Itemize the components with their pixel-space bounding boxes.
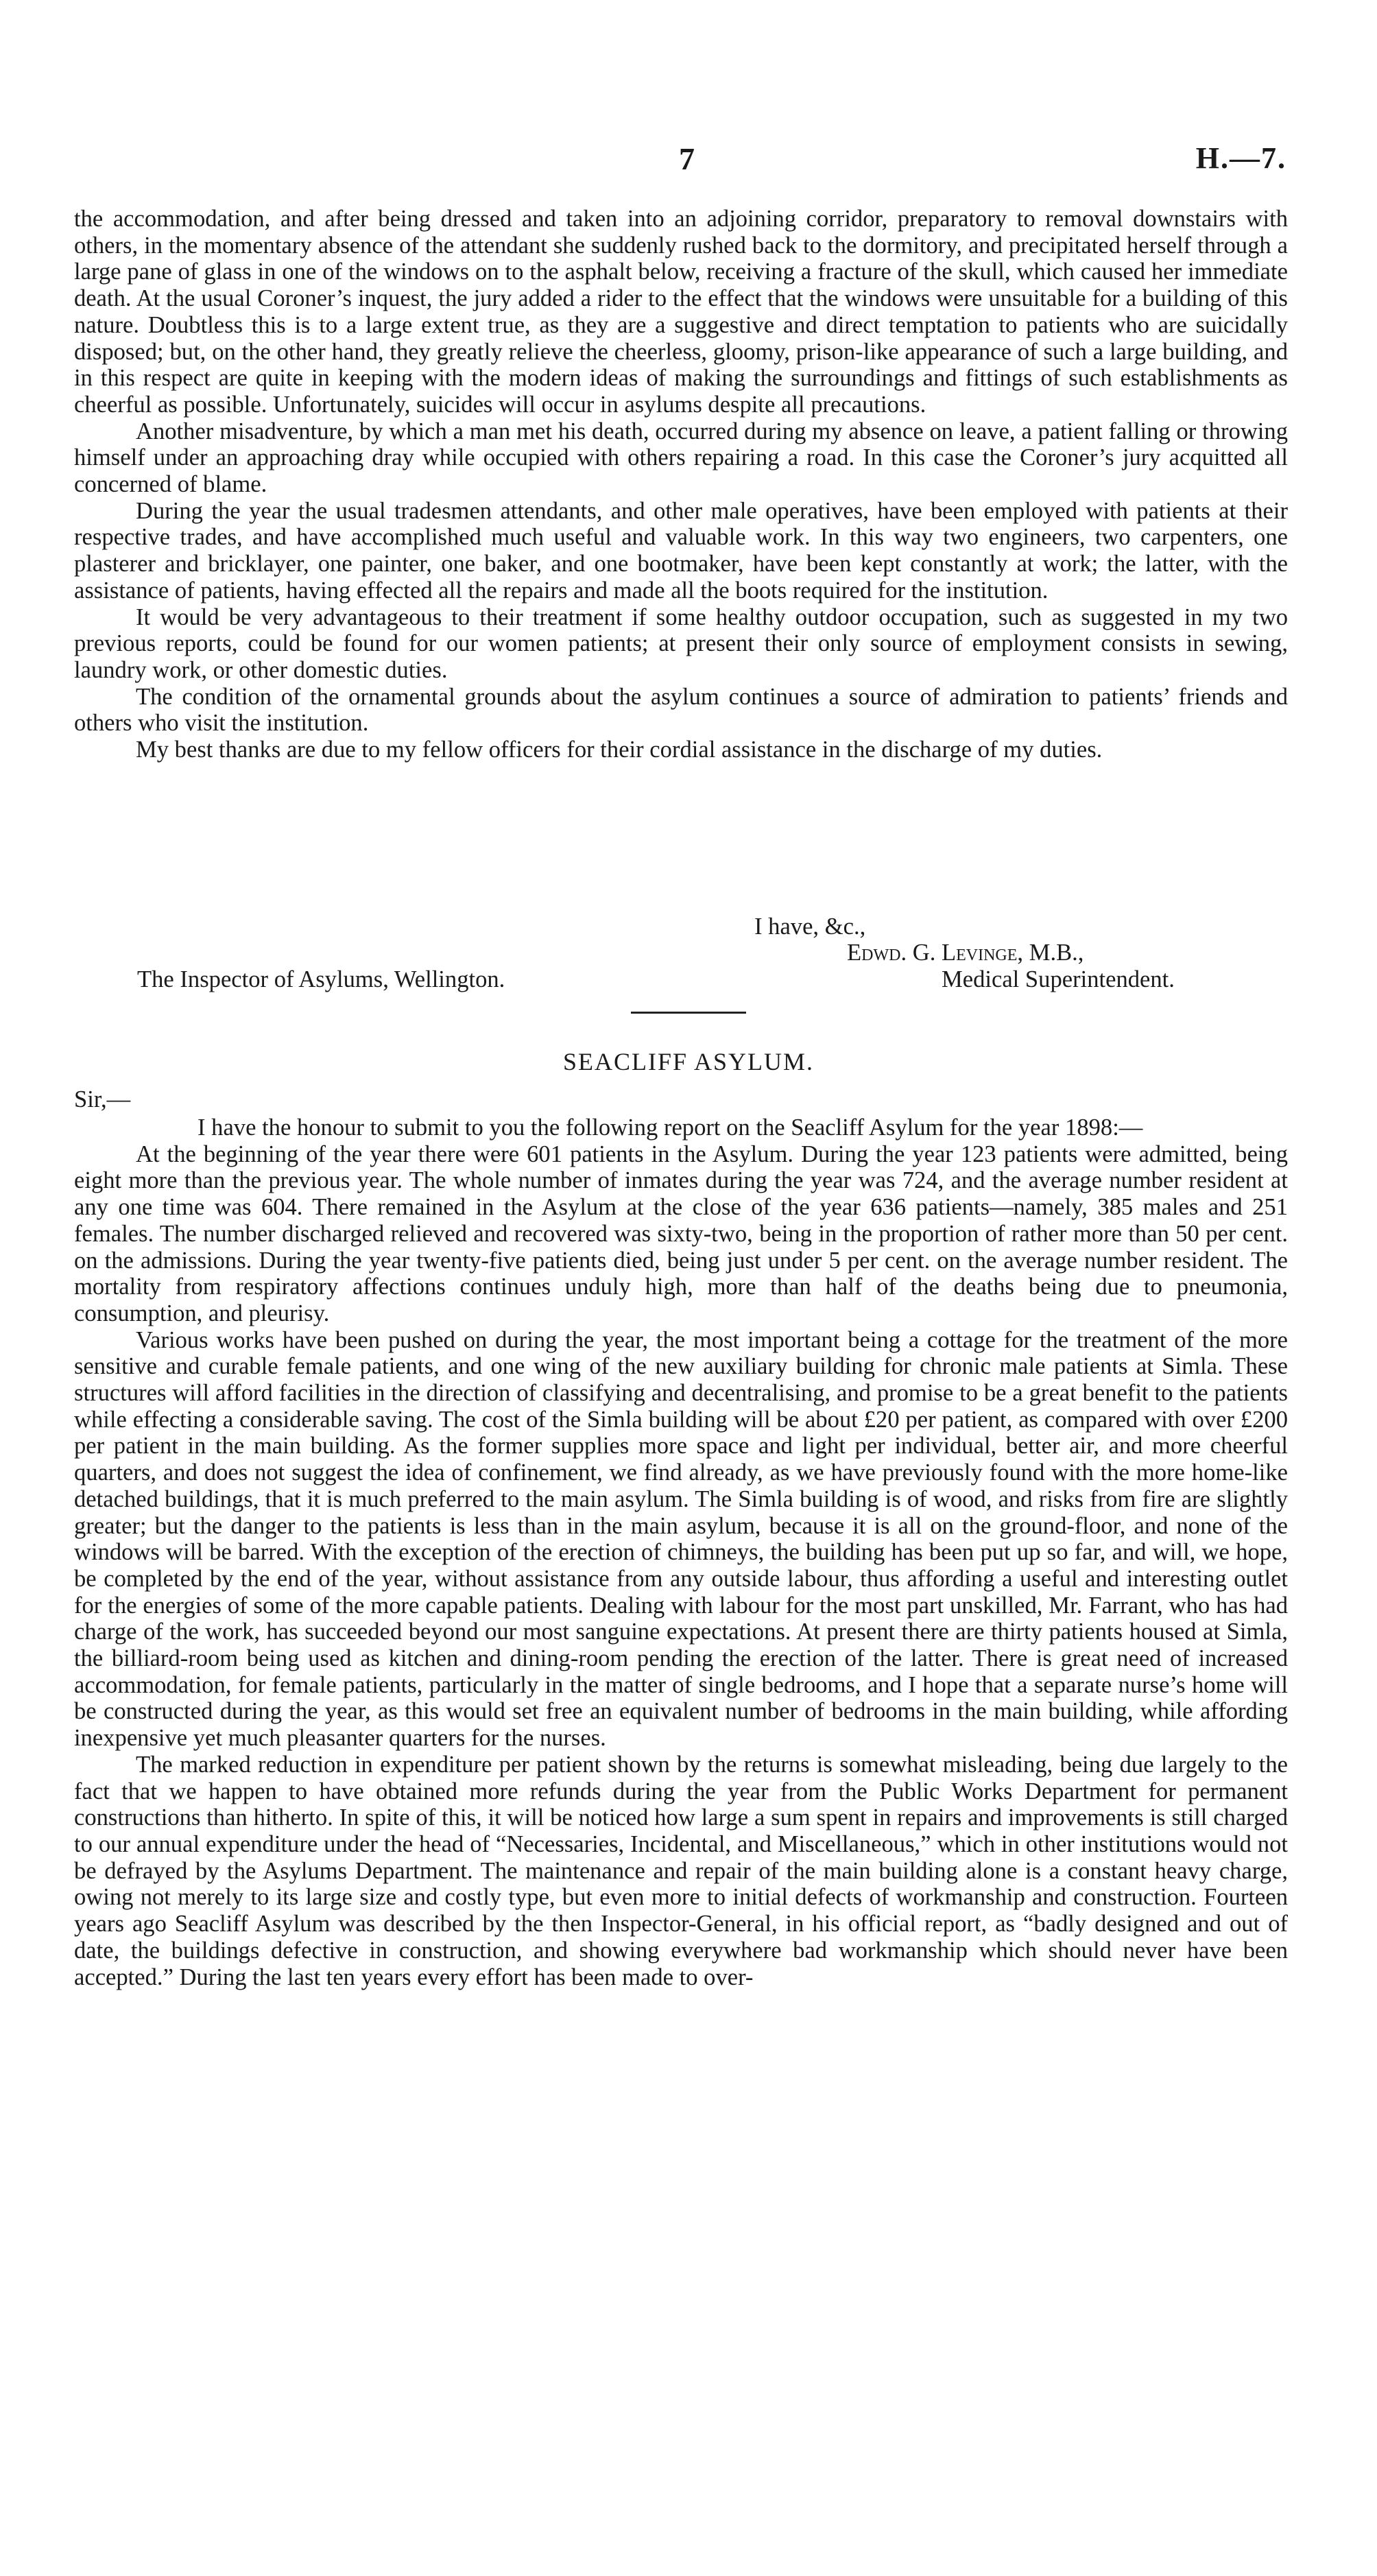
- paragraph: Another misadventure, by which a man met his death, occurred during my absence on leave, a patient falling or throwing himself under an approaching dray while occupied with others repairing a road. In this case the Coroner’s jury acquitted all concerned of blame.: [74, 418, 1288, 498]
- page-header: [0, 141, 1377, 182]
- paragraph: During the year the usual tradesmen attendants, and other male operatives, have been employed with patients at their respective trades, and have accomplished much useful and valuable work. In this way two engineers, two carpenters, one plasterer and bricklayer, one painter, one baker, and one bootmaker, have been kept constantly at work; the latter, with the assistance of patients, having effected all the repairs and made all the boots required for the institution.: [74, 497, 1288, 604]
- paragraph: the accommodation, and after being dressed and taken into an adjoining corridor, preparatory to removal downstairs with others, in the momentary absence of the attendant she suddenly rushed back to the dormitory, and precipitated herself through a large pane of glass in one of the windows on to the asphalt below, receiving a fracture of the skull, which caused her immediate death. At the usual Coroner’s inquest, the jury added a rider to the effect that the windows were unsuitable for a building of this nature. Doubtless this is to a large extent true, as they are a suggestive and direct temptation to patients who are suicidally disposed; but, on the other hand, they greatly relieve the cheerless, gloomy, prison-like appearance of such a large building, and in this respect are quite in keeping with the modern ideas of making the surroundings and fittings of such establishments as cheerful as possible. Unfortunately, suicides will occur in asylums despite all precautions.: [74, 206, 1288, 418]
- paragraph: I have the honour to submit to you the following report on the Seacliff Asylum for the year 1898:—: [197, 1114, 1143, 1141]
- paragraph: The marked reduction in expenditure per patient shown by the returns is somewhat misleading, being due largely to the fact that we happen to have obtained more refunds during the year from the Public Works Department for permanent constructions than hitherto. In spite of this, it will be noticed how large a sum spent in repairs and improvements is still charged to our annual expenditure under the head of “Necessaries, Incidental, and Miscellaneous,” which in other institutions would not be defrayed by the Asylums Department. The maintenance and repair of the main building alone is a constant heavy charge, owing not merely to its large size and costly type, but even more to initial defects of workmanship and construction. Fourteen years ago Seacliff Asylum was described by the then Inspector-General, in his official report, as “badly designed and out of date, the buildings defective in construction, and showing everywhere bad workmanship which should never have been accepted.” During the last ten years every effort has been made to over-: [74, 1751, 1288, 1990]
- paragraph: Various works have been pushed on during the year, the most important being a cottage for the treatment of the more sensitive and curable female patients, and one wing of the new auxiliary building for chronic male patients at Simla. These structures will afford facilities in the direction of classifying and decentralising, and promise to be a great benefit to the patients while effecting a considerable saving. The cost of the Simla building will be about £20 per patient, as compared with over £200 per patient in the main building. As the former supplies more space and light per individual, better air, and more cheerful quarters, and does not suggest the idea of confinement, we find already, as we have previously found with the more home-like detached buildings, that it is much preferred to the main asylum. The Simla building is of wood, and risks from fire are slightly greater; but the danger to the patients is less than in the main asylum, because it is all on the ground-floor, and none of the windows will be barred. With the exception of the erection of chimneys, the building has been put up so far, and will, we hope, be completed by the end of the year, without assistance from any outside labour, thus affording a useful and interesting outlet for the energies of some of the more capable patients. Dealing with labour for the most part unskilled, Mr. Farrant, who has had charge of the work, has succeeded beyond our most sanguine expectations. At present there are thirty patients housed at Simla, the billiard-room being used as kitchen and dining-room pending the erection of the latter. There is great need of increased accommodation, for female patients, particularly in the matter of single bedrooms, and I hope that a separate nurse’s home will be constructed during the year, as this would set free an equivalent number of bedrooms in the main building, while affording inexpensive yet much pleasanter quarters for the nurses.: [74, 1326, 1288, 1752]
- paragraph: My best thanks are due to my fellow officers for their cordial assistance in the discharge of my duties.: [136, 737, 1103, 763]
- section-divider: [631, 1012, 746, 1014]
- signatory-name: Edwd. G. Levinge, M.B.,: [847, 940, 1084, 966]
- seacliff-report-body: [74, 1114, 1288, 1990]
- paragraph: At the beginning of the year there were 601 patients in the Asylum. During the year 123 patients were admitted, being eight more than the previous year. The whole number of inmates during the year was 724, and the average number resident at any one time was 604. There remained in the Asylum at the close of the year 636 patients—namely, 385 males and 251 females. The number discharged relieved and recovered was sixty-two, being in the proportion of rather more than 50 per cent. on the admissions. During the year twenty-five patients died, being just under 5 per cent. on the average number resident. The mortality from respiratory affections continues unduly high, more than half of the deaths being due to pneumonia, consumption, and pleurisy.: [74, 1141, 1288, 1326]
- section-heading: SEACLIFF ASYLUM.: [562, 1048, 815, 1075]
- page-number: 7: [679, 141, 695, 176]
- closing-formula: I have, &c.,: [754, 914, 866, 940]
- salutation: Sir,—: [74, 1086, 131, 1112]
- signatory-title: Medical Superintendent.: [942, 966, 1175, 992]
- paragraph: The condition of the ornamental grounds about the asylum continues a source of admiration to patients’ friends and others who visit the institution.: [74, 683, 1288, 737]
- paragraph: It would be very advantageous to their treatment if some healthy outdoor occupation, such as suggested in my two previous reports, could be found for our women patients; at present their only source of employment consists in sewing, laundry work, or other domestic duties.: [74, 604, 1288, 683]
- levinge-report-continuation: [74, 206, 1288, 763]
- document-reference: H.—7.: [1195, 141, 1286, 175]
- addressee: The Inspector of Asylums, Wellington.: [137, 966, 505, 992]
